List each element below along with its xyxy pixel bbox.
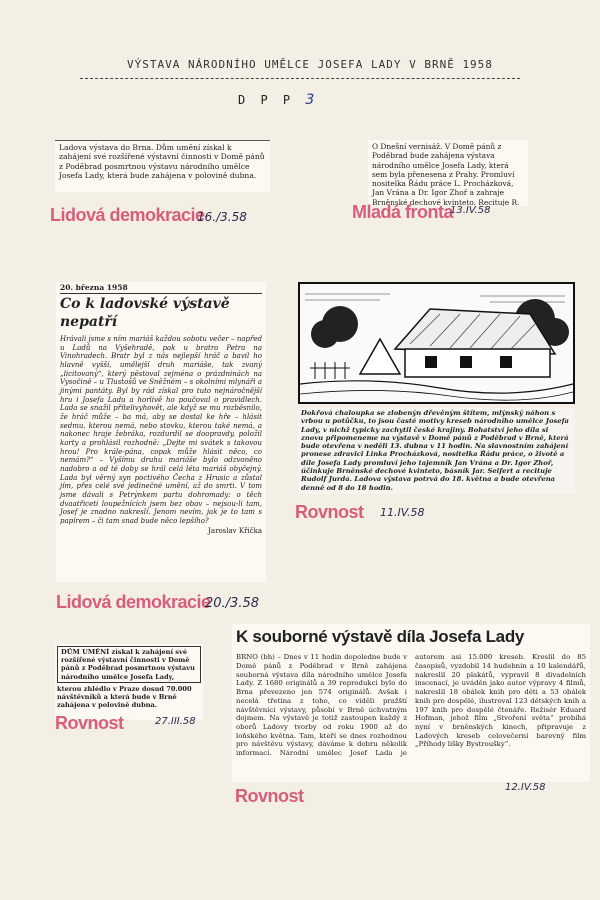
clipping-title: Co k ladovské výstavě nepatří bbox=[60, 296, 230, 330]
folder-code bbox=[238, 92, 314, 108]
clipping-author: Jaroslav Křička bbox=[208, 526, 262, 535]
newspaper-stamp: Rovnost bbox=[235, 786, 304, 806]
clipping-text: Dokřová chaloupka se zlobenýn dřevěným štítem, mlýnský náhon s vrbou u potůčku, to jsou časté motivy kreseb národního umělce Josefa Lady, v nichž typicky zachytil české krajiny. Bohatství jeho díla si znovu připomeneme na výstavě v Domě pánů z Poděbrad v Brně, která bude otevřena v neděli 13. dubna v 11 hodin. Na slavnostním zahájení pronese zdravici Linka Procházková, nositelka Řádu práce, o životě a díle Josefa Lady promluví jeho tajemník Jan Vrána a Dr. Igor Zhoř, účinkuje Brněnské dechové kvinteto, básník Jar. Seifert a recituje Rudolf Jurda. Ladova výstava potrvá do 18. května a bude otevřena denně od 8 do 18 hodin. bbox=[301, 409, 569, 492]
clipping-ladova-vystava bbox=[55, 140, 270, 192]
clipping-k-souborne-vystave bbox=[232, 624, 590, 782]
page-header: VÝSTAVA NÁRODNÍHO UMĚLCE JOSEFA LADY V BRNĚ 1958 bbox=[127, 58, 493, 71]
folder-number: 3 bbox=[305, 92, 315, 108]
handwritten-date: 27.III.58 bbox=[155, 716, 196, 727]
handwritten-date: 11.IV.58 bbox=[380, 506, 425, 519]
newspaper-stamp: Rovnost bbox=[55, 713, 124, 733]
clipping-dnesni-vernisaz bbox=[368, 140, 528, 206]
clipping-woodcut-caption bbox=[298, 408, 575, 494]
cottage-drawing bbox=[300, 284, 573, 402]
handwritten-date: 12.IV.58 bbox=[505, 782, 546, 793]
newspaper-stamp: Lidová demokracie bbox=[50, 205, 205, 225]
lada-woodcut-illustration bbox=[298, 282, 575, 404]
clipping-co-k-ladovske-vystave bbox=[56, 282, 266, 582]
newspaper-stamp: Rovnost bbox=[295, 502, 364, 522]
clipping-text: BRNO (bh) – Dnes v 11 hodin dopoledne bude v Domě pánů z Poděbrad v Brně zahájena souborná výstava díla národního umělce Josefa Lady. Z 1680 originálů a 39 reprodukcí bylo do Brna převezeno jen 574 originálů. Avšak i necelá třetina z toho, co viděli pražští návštěvníci výstavy, působí v Brně úchvatným dojmem. Na výstavě je totiž zastoupen každý z oborů Ladovy tvorby od roku 1900 až do loňského května. Tam, kteří se dnes rozhodnou pro návštěvu výstavy, dáváme k dobru několik informací. Národní umělec Josef Lada je autorem asi 15.000 kreseb. Kreslil do 85 časopisů, vyzdobil 14 hudebnin a 10 kalendářů, nakreslil 20 plakátů, vypravil 8 divadelních inscenací, je uváděn jako autor výpravy 4 filmů, nakreslil 18 obálek knih pro děti a 53 obálek knih pro dospělé, ilustroval 123 dětských knih a 197 knih pro dospělé čtenáře. Režisér Eduard Hofman, jehož film „Stvoření světa“ probíhá nyní v brněnských kinech, připravuje z Ladových kreseb celovečerní barevný film „Příhody lišky Bystroušky“. bbox=[236, 653, 586, 757]
clipping-dum-umeni bbox=[55, 644, 203, 720]
handwritten-date: 13.IV.58 bbox=[450, 205, 491, 216]
clipping-text: kterou zhlédlo v Praze dosud 70.000 návštěvníků a která bude v Brně zahájena v polovině dubna. bbox=[57, 684, 192, 710]
clipping-text: Hrávali jsme s ním mariáš každou sobotu večer – napřed u Ladů na Vyšehradě, pak u bratra Petra na Vinohradech. Bratr byl z nás nejlepší hráč a bavil ho hlavně vyšší, umělejší druh mariáše, tak zvaný „licitovaný“, který pěstoval zejména o prázdninách na Vysočině – u Tlustošů ve Sněžném – s okolními mlynáři a jinými pantáty. Byl by rád získal pro tuto nejnáročnější hru i Josefa Ladu a horlivě ho poučoval o pravidlech. Lada se snažil přítelivyhovět, ale když se mu rozběsnilo, že hráč může – ba má, aby se dostal ke hře – hlásit sedmu, kterou nemá, nebo stovku, kterou také nemá, a nakonec hraje žebráka, rozdurdil se doopravdy, položil karty a prohlásil rozhodně: „Dejte mi svátek s takovou hrou! Pro krále-pána, copak může hlásit něco, co nemám?“ – Vyšímu druhu mariáše bylo odzvoněno nadobro a od té doby se hrál celá léta mariáš obyčejný. Lada byl věrný syn poctivého Čecha z Hrusic a zůstal jím, přes celé své jedinečné umění, až do smrti. V tom jsme dávali s Petrýnkem partu dohromady: o těch dvaatřiceti loupežnících jsem bez obav – nejsou-li tam, Josef je znadno nakreslí. Jenom nevím, jak je to tam s papírem – či tam snad bude něco lepšího? bbox=[60, 335, 262, 526]
clipping-boxed-text: DŮM UMĚNÍ získal k zahájení své rozšířené výstavní činnosti v Domě pánů z Poděbrad posmrtnou výstavu národního umělce Josefa Lady, bbox=[57, 646, 201, 683]
header-rule bbox=[80, 78, 520, 79]
clipping-dateline: 20. března 1958 bbox=[60, 282, 262, 294]
clipping-title: K souborné výstavě díla Josefa Lady bbox=[236, 627, 525, 646]
newspaper-stamp: Mladá fronta bbox=[352, 202, 454, 222]
newspaper-stamp: Lidová demokracie bbox=[56, 592, 211, 612]
handwritten-date: 20./3.58 bbox=[205, 596, 259, 611]
clipping-text: Ladova výstava do Brna. Dům umění získal k zahájení své rozšířené výstavní činnosti v Domě pánů z Poděbrad posmrtnou výstavu národního umělce Josefa Lady, která bude zahájena v polovině dubna. bbox=[59, 143, 265, 181]
clipping-text: O Dnešní vernisáž. V Domě pánů z Poděbrad bude zahájena výstava národního umělce Josefa Lady, která sem byla přenesena z Prahy. Promluví nositelka Řádu práce L. Procházková, Jan Vrána a Dr. Igor Zhoř a zahraje Brněnské dechové kvinteto. Recituje R. bbox=[372, 142, 520, 206]
folder-code-letters: D P P bbox=[238, 93, 295, 107]
handwritten-date: 16./3.58 bbox=[197, 210, 247, 224]
